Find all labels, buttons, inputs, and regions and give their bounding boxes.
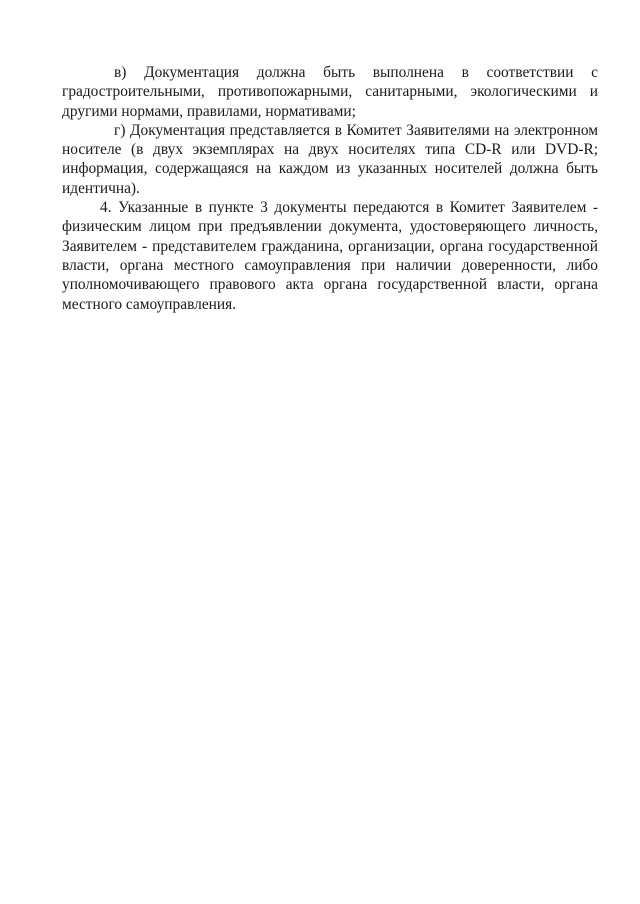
paragraph-point-4: 4. Указанные в пункте 3 документы передаются в Комитет Заявителем - физическим лицом при предъявлении документа, удостоверяющего личность, Заявителем - представителем гражданина, организации, органа государственной власти, органа местного самоуправления при наличии доверенности, либо уполномочивающего правового акта органа государственной власти, органа местного самоуправления. [62, 199, 598, 313]
paragraph-item-v: в) Документация должна быть выполнена в соответствии с градостроительными, противопожарными, санитарными, экологическими и другими нормами, правилами, нормативами; [62, 64, 598, 120]
document-body [62, 63, 598, 314]
paragraph-item-g: г) Документация представляется в Комитет Заявителями на электронном носителе (в двух экземплярах на двух носителях типа CD-R или DVD-R; информация, содержащаяся на каждом из указанных носителей должна быть идентична). [62, 121, 598, 197]
